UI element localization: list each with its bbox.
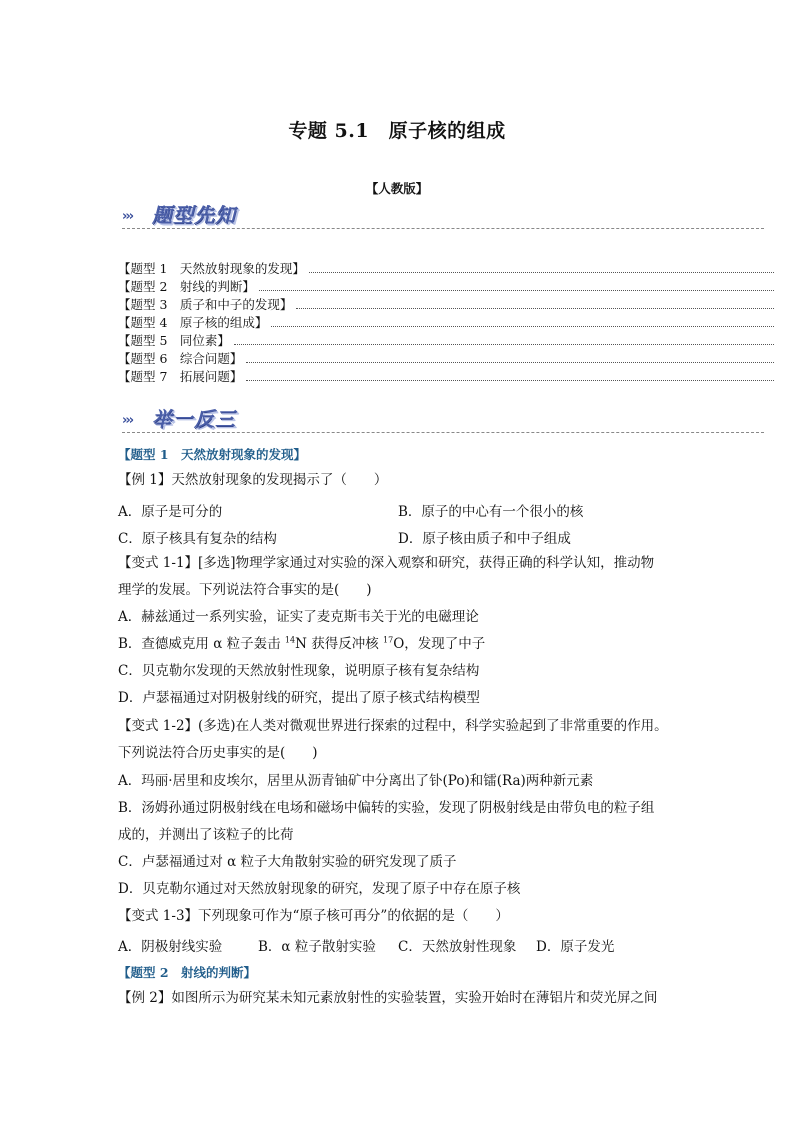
option-d: D．贝克勒尔通过对天然放射现象的研究，发现了原子中存在原子核 xyxy=(118,881,521,897)
option-d: D．卢瑟福通过对阴极射线的研究，提出了原子核式结构模型 xyxy=(118,690,480,706)
toc-item[interactable] xyxy=(118,277,774,295)
question-stem: 【变式 1-2】(多选)在人类对微观世界进行探索的过程中，科学实验起到了非常重要的作用。 xyxy=(118,718,668,734)
question-stem: 【变式 1-1】[多选]物理学家通过对实验的深入观察和研究，获得正确的科学认知，推动物 xyxy=(118,555,655,571)
toc-label: 【题型 2 射线的判断】 xyxy=(118,279,255,294)
toc-label: 【题型 5 同位素】 xyxy=(118,333,230,348)
option-b: B．汤姆孙通过阴极射线在电场和磁场中偏转的实验，发现了阴极射线是由带负电的粒子组 xyxy=(118,800,655,816)
toc-leader xyxy=(259,290,774,291)
question-stem: 【例 2】如图所示为研究某未知元素放射性的实验装置，实验开始时在薄铝片和荧光屏之间 xyxy=(118,990,658,1006)
toc-label: 【题型 3 质子和中子的发现】 xyxy=(118,297,293,312)
question-stem: 【变式 1-3】下列现象可作为“原子核可再分”的依据的是（ ） xyxy=(118,908,509,924)
toc-leader xyxy=(271,326,774,327)
option-b: B．查德威克用 α 粒子轰击 $^{14}$N 获得反冲核 $^{17}$O，发现了中子 xyxy=(118,635,486,652)
triple-arrow-icon: ››› xyxy=(122,413,133,428)
toc-label: 【题型 6 综合问题】 xyxy=(118,351,243,366)
divider xyxy=(122,228,764,229)
option-a: A．阴极射线实验 xyxy=(118,939,223,955)
toc-item[interactable] xyxy=(118,313,774,331)
option-c: C．原子核具有复杂的结构 xyxy=(118,531,277,547)
option-c: C．贝克勒尔发现的天然放射性现象，说明原子核有复杂结构 xyxy=(118,663,480,679)
section-heading: 【题型 2 射线的判断】 xyxy=(118,965,257,980)
toc-label: 【题型 4 原子核的组成】 xyxy=(118,315,268,330)
option-b: B．α 粒子散射实验 xyxy=(258,939,376,955)
option-c: C．卢瑟福通过对 α 粒子大角散射实验的研究发现了质子 xyxy=(118,854,457,870)
edition-label: 【人教版】 xyxy=(365,181,429,196)
option-d: D．原子核由质子和中子组成 xyxy=(398,531,571,547)
toc-item[interactable] xyxy=(118,349,774,367)
toc-item[interactable] xyxy=(118,259,774,277)
question-stem-cont: 下列说法符合历史事实的是( ) xyxy=(118,745,318,761)
banner-title: 题型先知 xyxy=(152,203,236,227)
option-a: A．原子是可分的 xyxy=(118,504,223,520)
toc-leader xyxy=(234,344,774,345)
toc-leader xyxy=(309,272,774,273)
toc-item[interactable] xyxy=(118,295,774,313)
option-c: C．天然放射性现象 xyxy=(398,939,517,955)
option-a: A．玛丽·居里和皮埃尔，居里从沥青铀矿中分离出了钋(Po)和镭(Ra)两种新元素 xyxy=(118,773,594,789)
option-b: B．原子的中心有一个很小的核 xyxy=(398,504,584,520)
section-banner-practice xyxy=(122,402,262,432)
option-a: A．赫兹通过一系列实验，证实了麦克斯韦关于光的电磁理论 xyxy=(118,609,479,625)
option-b-cont: 成的，并测出了该粒子的比荷 xyxy=(118,827,294,843)
section-heading: 【题型 1 天然放射现象的发现】 xyxy=(118,447,307,462)
toc-leader xyxy=(296,308,774,309)
section-banner-preview xyxy=(122,198,262,228)
divider xyxy=(122,432,764,433)
question-stem-cont: 理学的发展。下列说法符合事实的是( ) xyxy=(118,582,372,598)
toc-label: 【题型 7 拓展问题】 xyxy=(118,369,243,384)
toc-item[interactable] xyxy=(118,367,774,385)
triple-arrow-icon: ››› xyxy=(122,209,133,224)
toc-label: 【题型 1 天然放射现象的发现】 xyxy=(118,261,305,276)
toc-leader xyxy=(246,362,774,363)
banner-title: 举一反三 xyxy=(152,407,236,431)
question-stem: 【例 1】天然放射现象的发现揭示了（ ） xyxy=(118,472,388,488)
page-title: 专题 5.1 原子核的组成 xyxy=(288,120,506,142)
toc-leader xyxy=(246,380,774,381)
toc-item[interactable] xyxy=(118,331,774,349)
option-d: D．原子发光 xyxy=(536,939,615,955)
